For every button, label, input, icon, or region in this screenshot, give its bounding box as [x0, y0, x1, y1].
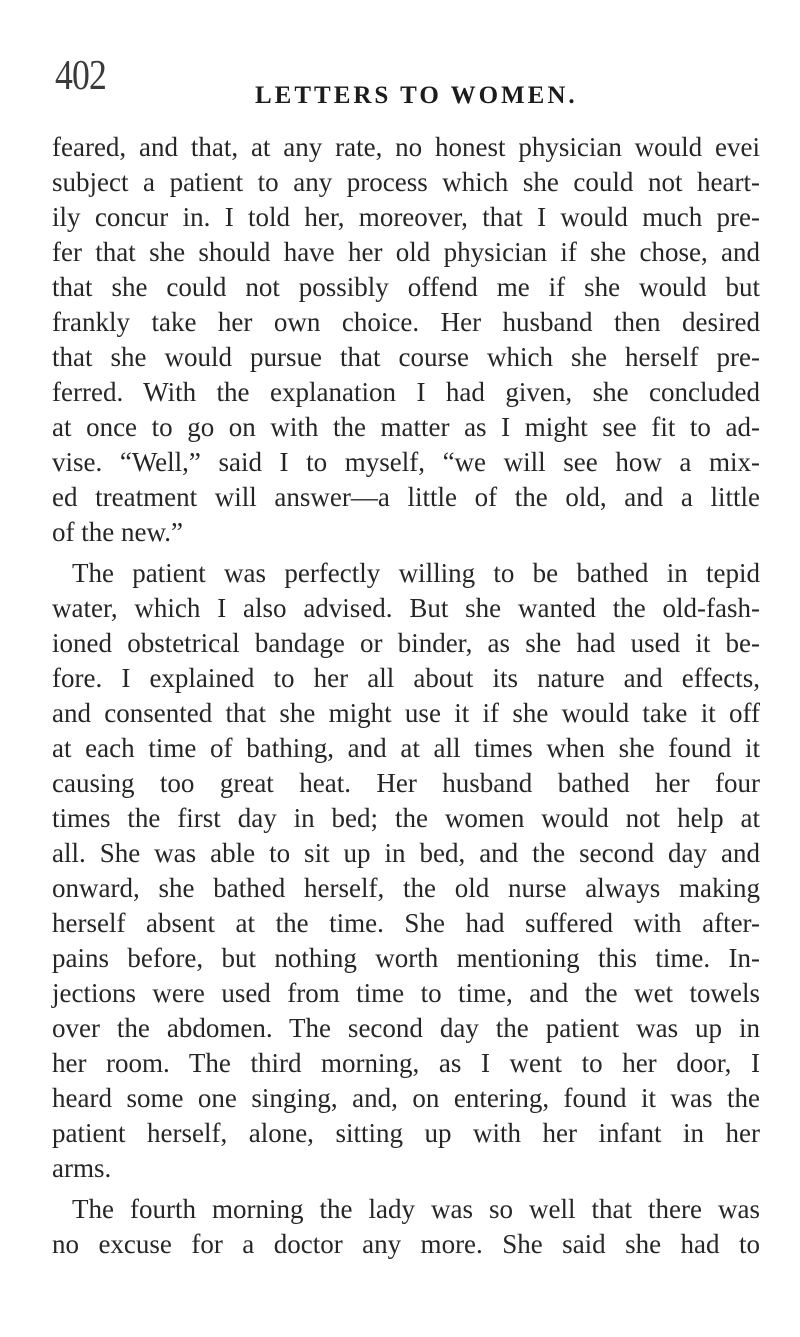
text-line: subject a patient to any process which she could not heart- [52, 167, 760, 197]
text-line: that she would pursue that course which she herself pre- [52, 342, 760, 372]
body-text [52, 130, 760, 1262]
paragraph [52, 556, 760, 1186]
text-line: fer that she should have her old physician if she chose, and [52, 237, 760, 267]
text-line: The patient was perfectly willing to be bathed in tepid [72, 558, 760, 588]
page-number: 402 [55, 53, 106, 99]
text-line: of the new.” [52, 517, 183, 547]
text-line: at each time of bathing, and at all times when she found it [52, 733, 760, 763]
text-line: frankly take her own choice. Her husband then desired [52, 307, 760, 337]
text-line: pains before, but nothing worth mentioning this time. In- [52, 943, 760, 973]
text-line: The fourth morning the lady was so well that there was [72, 1194, 760, 1224]
text-line: feared, and that, at any rate, no honest physician would evei [52, 132, 760, 162]
text-line: herself absent at the time. She had suffered with after- [52, 908, 760, 938]
text-line: ioned obstetrical bandage or binder, as she had used it be- [52, 628, 760, 658]
text-line: and consented that she might use it if she would take it off [52, 698, 760, 728]
text-line: ed treatment will answer—a little of the old, and a little [52, 482, 760, 512]
text-line: vise. “Well,” said I to myself, “we will see how a mix- [52, 447, 760, 477]
text-line: causing too great heat. Her husband bathed her four [52, 768, 760, 798]
paragraph [52, 1192, 760, 1262]
paragraph [52, 130, 760, 550]
text-line: times the first day in bed; the women would not help at [52, 803, 760, 833]
text-line: patient herself, alone, sitting up with her infant in her [52, 1118, 760, 1148]
text-line: fore. I explained to her all about its nature and effects, [52, 663, 760, 693]
text-line: water, which I also advised. But she wanted the old-fash- [52, 593, 760, 623]
text-line: her room. The third morning, as I went to her door, I [52, 1048, 760, 1078]
running-title: LETTERS TO WOMEN. [255, 82, 578, 109]
text-line: all. She was able to sit up in bed, and the second day and [52, 838, 760, 868]
text-line: jections were used from time to time, and the wet towels [52, 978, 760, 1008]
text-line: over the abdomen. The second day the patient was up in [52, 1013, 760, 1043]
text-line: no excuse for a doctor any more. She said she had to [52, 1229, 760, 1259]
text-line: arms. [52, 1153, 112, 1183]
text-line: that she could not possibly offend me if she would but [52, 272, 760, 302]
text-line: ferred. With the explanation I had given, she concluded [52, 377, 760, 407]
text-line: onward, she bathed herself, the old nurse always making [52, 873, 760, 903]
text-line: heard some one singing, and, on entering, found it was the [52, 1083, 760, 1113]
text-line: ily concur in. I told her, moreover, that I would much pre- [52, 202, 760, 232]
text-line: at once to go on with the matter as I might see fit to ad- [52, 412, 760, 442]
